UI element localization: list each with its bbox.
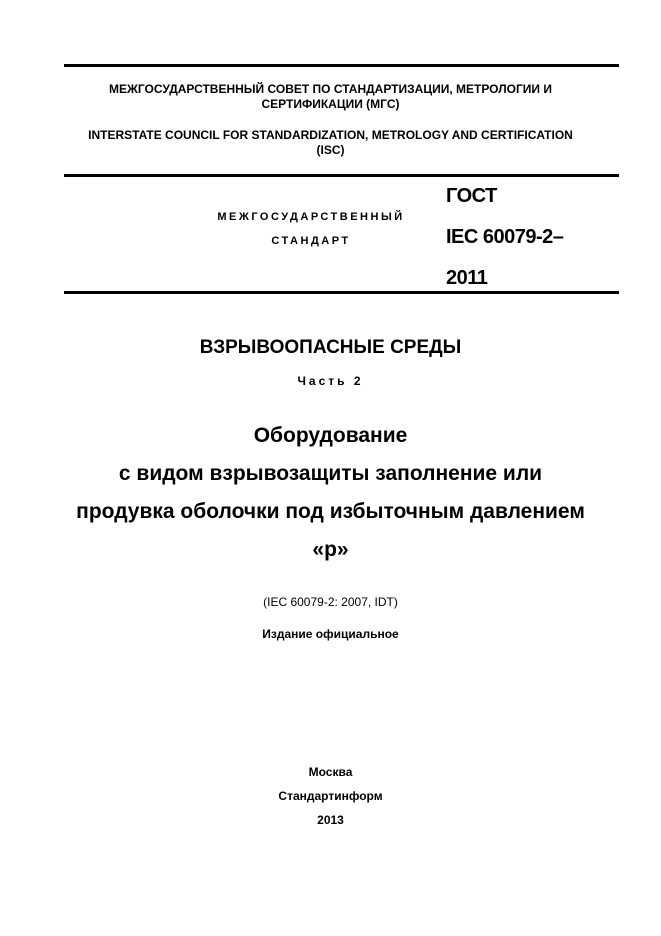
publication-year: 2013 [317, 813, 344, 827]
iec-reference: (IEC 60079-2: 2007, IDT) [263, 595, 398, 609]
document-subtitle [0, 417, 661, 569]
publication-city: Москва [308, 765, 353, 779]
council-ru [0, 82, 661, 112]
designation-line: IEC 60079-2– [446, 226, 564, 248]
subtitle-line: с видом взрывозащиты заполнение или [118, 462, 543, 485]
part-number: Часть 2 [297, 374, 364, 388]
council-ru-line: СЕРТИФИКАЦИИ (МГС) [261, 97, 400, 111]
council-ru-line: МЕЖГОСУДАРСТВЕННЫЙ СОВЕТ ПО СТАНДАРТИЗАЦИИ, МЕТРОЛОГИИ И [109, 82, 552, 96]
council-en-line: (ISC) [316, 143, 345, 157]
document-title: ВЗРЫВООПАСНЫЕ СРЕДЫ [199, 337, 462, 358]
subtitle-line: продувка оболочки под избыточным давлением [76, 500, 585, 523]
standard-type-line: МЕЖГОСУДАРСТВЕННЫЙ [217, 211, 405, 223]
publisher: Стандартинформ [278, 789, 383, 803]
standard-type-line: СТАНДАРТ [271, 235, 351, 247]
council-en [0, 128, 661, 158]
subtitle-line: Оборудование [253, 424, 408, 447]
top-rule [64, 64, 619, 67]
subtitle-line: «р» [312, 538, 349, 561]
designation-line: ГОСТ [446, 185, 497, 207]
edition-note: Издание официальное [262, 627, 399, 641]
gost-designation [446, 176, 563, 299]
designation-line: 2011 [446, 267, 488, 289]
council-en-line: INTERSTATE COUNCIL FOR STANDARDIZATION, METROLOGY AND CERTIFICATION [88, 128, 573, 142]
bottom-rule [64, 291, 619, 294]
standard-type [200, 205, 422, 253]
